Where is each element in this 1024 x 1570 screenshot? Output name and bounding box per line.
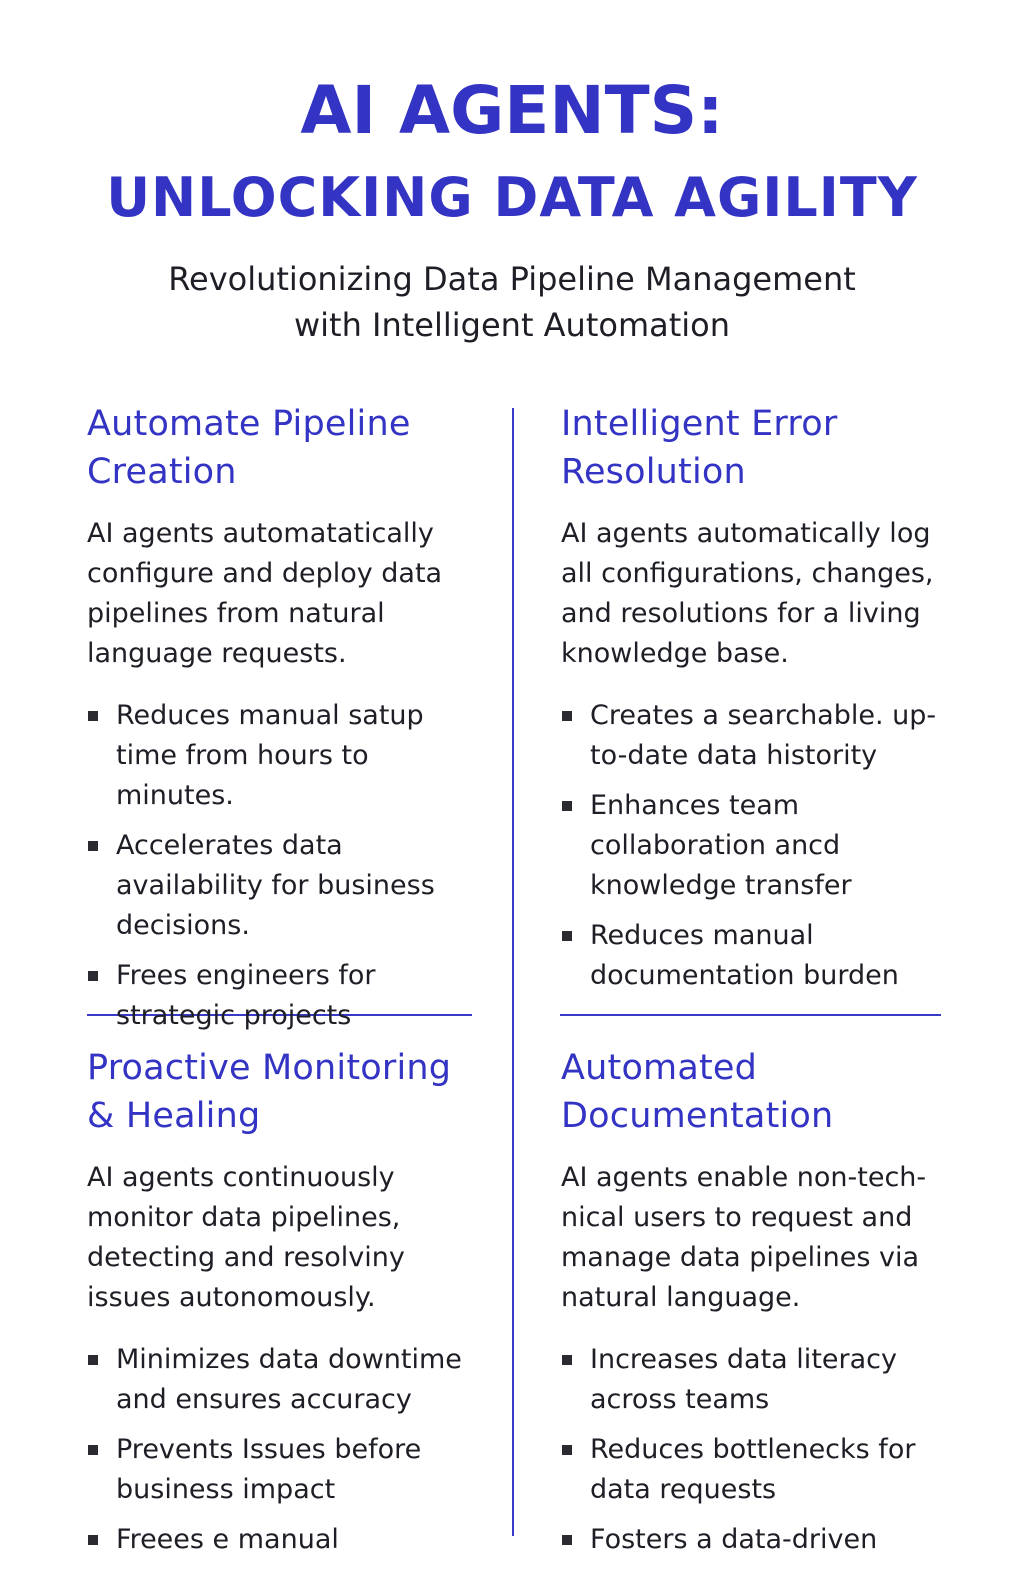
list-item xyxy=(561,696,946,776)
list-item xyxy=(87,1520,487,1560)
list-item xyxy=(87,956,487,1036)
list-item xyxy=(561,1340,946,1420)
section-intelligent-error-resolution xyxy=(561,400,946,1006)
section-title xyxy=(87,1044,487,1140)
square-bullet-icon xyxy=(88,841,98,851)
section-automated-documentation xyxy=(561,1044,946,1570)
page-subtitle-line1: Revolutionizing Data Pipeline Management xyxy=(168,260,856,298)
section-title-line: & Healing xyxy=(87,1096,261,1136)
page-title-line1: AI AGENTS: xyxy=(300,72,724,149)
vertical-divider xyxy=(512,408,514,1536)
square-bullet-icon xyxy=(562,1355,572,1365)
list-item xyxy=(561,916,946,996)
section-title xyxy=(561,400,946,496)
list-item-text: Freees e manual xyxy=(116,1524,339,1555)
square-bullet-icon xyxy=(88,1445,98,1455)
list-item xyxy=(561,1430,946,1510)
square-bullet-icon xyxy=(562,801,572,811)
bullet-list xyxy=(87,1340,487,1560)
section-automate-pipeline-creation xyxy=(87,400,487,1046)
page-subtitle-line2: with Intelligent Automation xyxy=(293,306,731,344)
list-item xyxy=(87,1340,487,1420)
bullet-list xyxy=(87,696,487,1036)
list-item xyxy=(87,1430,487,1510)
section-description: AI agents automatically log all configurations, changes, and resolutions for a living knowledge base. xyxy=(561,518,934,669)
section-description: AI agents enable non-tech-nical users to request and manage data pipelines via natural language. xyxy=(561,1162,927,1313)
square-bullet-icon xyxy=(562,931,572,941)
section-title xyxy=(87,400,487,496)
section-title-line: Resolution xyxy=(561,452,746,492)
section-title-line: Automated xyxy=(561,1048,758,1088)
square-bullet-icon xyxy=(88,971,98,981)
square-bullet-icon xyxy=(562,1535,572,1545)
list-item-text: Enhances team collaboration ancd knowledge transfer xyxy=(590,790,852,901)
list-item-text: Reduces bottlenecks for data requests xyxy=(590,1434,916,1505)
list-item xyxy=(561,786,946,906)
list-item xyxy=(561,1520,946,1560)
section-description: AI agents automatatically configure and deploy data pipelines from natural language requests. xyxy=(87,518,443,669)
square-bullet-icon xyxy=(562,1445,572,1455)
section-description: AI agents continuously monitor data pipelines, detecting and resolviny issues autonomously. xyxy=(87,1162,405,1313)
list-item-text: Fosters a data-driven xyxy=(590,1524,878,1555)
list-item xyxy=(87,826,487,946)
bullet-list xyxy=(561,1340,946,1560)
list-item-text: Prevents Issues before business impact xyxy=(116,1434,422,1505)
section-title-line: Intelligent Error xyxy=(561,404,838,444)
bullet-list xyxy=(561,696,946,996)
square-bullet-icon xyxy=(88,1535,98,1545)
list-item-text: Reduces manual documentation burden xyxy=(590,920,899,991)
section-title xyxy=(561,1044,946,1140)
page-title-line2: UNLOCKING DATA AGILITY xyxy=(106,166,918,229)
section-title-line: Creation xyxy=(87,452,237,492)
list-item-text: Accelerates data availability for business decisions. xyxy=(116,830,435,941)
square-bullet-icon xyxy=(562,711,572,721)
square-bullet-icon xyxy=(88,711,98,721)
list-item-text: Minimizes data downtime and ensures accuracy xyxy=(116,1344,462,1415)
section-title-line: Automate Pipeline xyxy=(87,404,411,444)
list-item-text: Frees engineers for strategic projects xyxy=(116,960,376,1031)
section-proactive-monitoring-healing xyxy=(87,1044,487,1570)
list-item-text: Increases data literacy across teams xyxy=(590,1344,897,1415)
list-item-text: Creates a searchable. up-to-date data histority xyxy=(590,700,937,771)
horizontal-divider-right xyxy=(560,1014,941,1016)
square-bullet-icon xyxy=(88,1355,98,1365)
list-item-text: Reduces manual satup time from hours to minutes. xyxy=(116,700,424,811)
list-item xyxy=(87,696,487,816)
section-title-line: Documentation xyxy=(561,1096,834,1136)
section-title-line: Proactive Monitoring xyxy=(87,1048,452,1088)
